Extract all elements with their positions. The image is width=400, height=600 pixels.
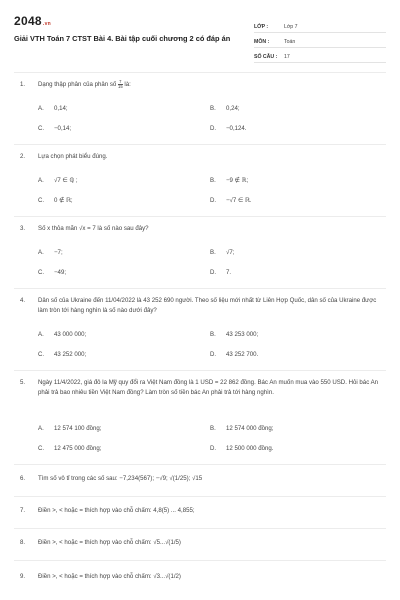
option-letter: C.: [38, 197, 45, 204]
option-text: 12 475 000 đồng;: [54, 445, 102, 452]
option-d[interactable]: [210, 196, 252, 206]
question-number: 5.: [20, 379, 26, 386]
option-b[interactable]: [210, 424, 273, 434]
meta-row-count: [254, 48, 386, 63]
question-number: 7.: [20, 507, 26, 514]
divider: [14, 464, 386, 465]
option-b[interactable]: [210, 248, 234, 258]
fraction-denominator: 15: [117, 84, 123, 89]
divider: [14, 216, 386, 217]
option-text: −7;: [54, 249, 63, 256]
option-text: √7;: [226, 249, 235, 256]
meta-key: MÔN :: [254, 39, 270, 45]
option-c[interactable]: [38, 268, 66, 278]
option-d[interactable]: [210, 444, 273, 454]
site-logo[interactable]: [14, 14, 51, 28]
question-number: 6.: [20, 475, 26, 482]
option-letter: A.: [38, 425, 44, 432]
option-letter: D.: [210, 351, 217, 358]
option-text: 0,14;: [54, 105, 68, 112]
option-letter: B.: [210, 425, 216, 432]
divider: [14, 144, 386, 145]
page-title: Giải VTH Toán 7 CTST Bài 4. Bài tập cuối chương 2 có đáp án: [14, 34, 231, 43]
option-letter: C.: [38, 269, 45, 276]
option-letter: B.: [210, 249, 216, 256]
option-letter: B.: [210, 105, 216, 112]
question-text: Điền >, < hoặc = thích hợp vào chỗ chấm: 4,8(5) ... 4,855;: [38, 507, 195, 514]
option-letter: C.: [38, 125, 45, 132]
question-text: [38, 80, 384, 90]
option-text: 0 ∉ ℝ;: [54, 197, 73, 204]
option-text: −√7 ∈ ℝ.: [226, 197, 252, 204]
option-text: −0,14;: [54, 125, 72, 132]
option-a[interactable]: [38, 104, 68, 114]
option-text: 7.: [226, 269, 232, 276]
option-b[interactable]: [210, 104, 240, 114]
question-text: Dân số của Ukraine đến 11/04/2022 là 43 252 690 người. Theo số liệu mới nhất từ Liên Hợp Quốc, dân số của Ukraine được làm tròn tới hàng nghìn là số nào dưới đây?: [38, 297, 377, 314]
option-a[interactable]: [38, 248, 63, 258]
option-text: 43 252 000;: [54, 351, 87, 358]
question-text: Điền >, < hoặc = thích hợp vào chỗ chấm: √3...√(1/2): [38, 573, 181, 580]
option-letter: C.: [38, 445, 45, 452]
question-text: Lựa chọn phát biểu đúng.: [38, 153, 108, 160]
fraction-numerator: 7: [119, 79, 122, 84]
question-text-part: là:: [124, 81, 131, 89]
fraction: [118, 80, 123, 89]
divider: [14, 560, 386, 561]
option-c[interactable]: [38, 196, 73, 206]
option-text: 12 500 000 đồng.: [226, 445, 274, 452]
option-letter: A.: [38, 249, 44, 256]
meta-key: LỚP :: [254, 24, 269, 30]
option-text: −0,124.: [226, 125, 247, 132]
option-text: 43 253 000;: [226, 331, 259, 338]
option-text: 12 574 100 đồng;: [54, 425, 102, 432]
option-letter: A.: [38, 177, 44, 184]
option-letter: D.: [210, 445, 217, 452]
logo-suffix: .vn: [42, 21, 52, 27]
option-c[interactable]: [38, 350, 86, 360]
question-text: Tìm số vô tỉ trong các số sau: −7,234(567); −√9; √(1/25); √15: [38, 475, 203, 482]
option-a[interactable]: [38, 330, 86, 340]
option-letter: D.: [210, 197, 217, 204]
question-number: 2.: [20, 153, 26, 160]
option-c[interactable]: [38, 124, 71, 134]
divider: [14, 72, 386, 73]
divider: [14, 496, 386, 497]
question-number: 1.: [20, 81, 26, 88]
meta-table: [254, 18, 386, 63]
question-text-part: Dạng thập phân của phân số: [38, 81, 117, 89]
option-text: −9 ∉ ℝ;: [226, 177, 249, 184]
meta-value: Toán: [284, 39, 296, 45]
option-d[interactable]: [210, 350, 258, 360]
question-number: 3.: [20, 225, 26, 232]
option-text: −49;: [54, 269, 67, 276]
option-text: 12 574 000 đồng;: [226, 425, 274, 432]
option-d[interactable]: [210, 268, 231, 278]
meta-value: Lớp 7: [284, 24, 298, 30]
divider: [14, 528, 386, 529]
option-text: 43 000 000;: [54, 331, 87, 338]
option-b[interactable]: [210, 176, 248, 186]
meta-key: SỐ CÂU :: [254, 54, 278, 60]
question-number: 9.: [20, 573, 26, 580]
option-letter: D.: [210, 125, 217, 132]
question-number: 4.: [20, 297, 26, 304]
logo-main: 2048: [14, 14, 42, 28]
option-b[interactable]: [210, 330, 258, 340]
option-d[interactable]: [210, 124, 247, 134]
question-text: Điền >, < hoặc = thích hợp vào chỗ chấm: √5...√(1/5): [38, 539, 181, 546]
option-text: √7 ∈ ℚ ;: [54, 177, 78, 184]
option-letter: A.: [38, 331, 44, 338]
option-letter: D.: [210, 269, 217, 276]
option-letter: A.: [38, 105, 44, 112]
question-text: Ngày 11/4/2022, giá đô la Mỹ quy đổi ra Việt Nam đồng là 1 USD = 22 862 đồng. Bác An muốn mua vào 550 USD. Hỏi bác An phải trả bao nhiêu tiền Việt Nam đồng? Làm tròn số tiền bác An phải trả tới hàng nghìn.: [38, 379, 379, 396]
question-text: Số x thỏa mãn √x = 7 là số nào sau đây?: [38, 225, 149, 232]
option-letter: B.: [210, 331, 216, 338]
option-letter: B.: [210, 177, 216, 184]
option-c[interactable]: [38, 444, 101, 454]
option-text: 0,24;: [226, 105, 240, 112]
divider: [14, 288, 386, 289]
option-a[interactable]: [38, 424, 101, 434]
worksheet-page: [14, 12, 386, 580]
option-letter: C.: [38, 351, 45, 358]
option-text: 43 252 700.: [226, 351, 259, 358]
divider: [14, 370, 386, 371]
option-a[interactable]: [38, 176, 78, 186]
meta-row-class: [254, 18, 386, 33]
question-number: 8.: [20, 539, 26, 546]
meta-row-subject: [254, 33, 386, 48]
page-header: [14, 12, 386, 66]
meta-value: 17: [284, 54, 290, 60]
